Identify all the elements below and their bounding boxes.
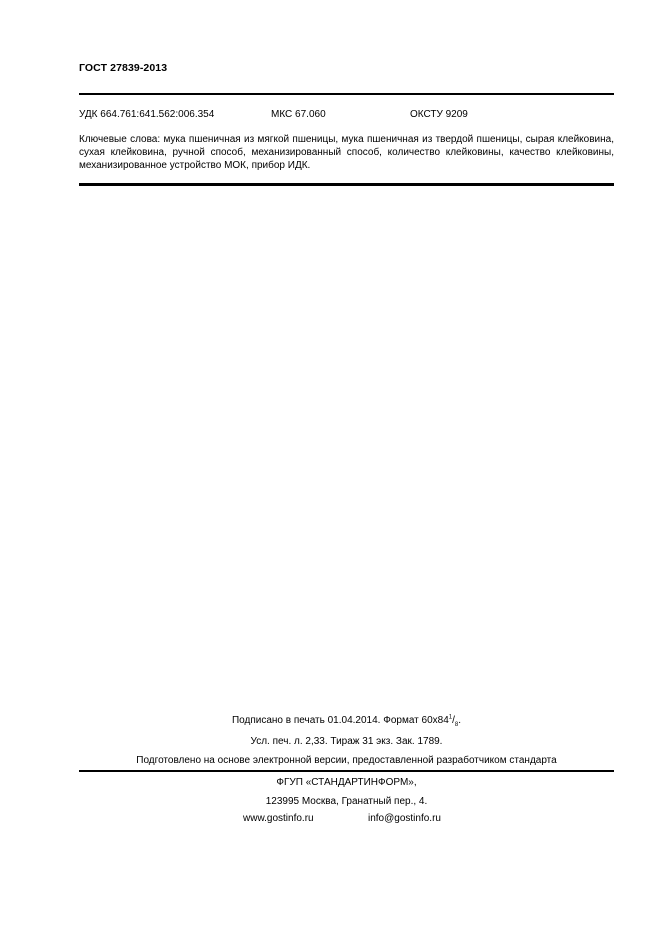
prepared-note: Подготовлено на основе электронной версии, предоставленной разработчиком стандарта: [136, 755, 557, 766]
publisher-contacts: [79, 813, 614, 827]
format-fraction: $^1/_8$: [448, 714, 459, 728]
keywords-divider: [79, 183, 614, 186]
keywords-text: Ключевые слова: мука пшеничная из мягкой пшеницы, мука пшеничная из твердой пшеницы, сырая клейковина, сухая клейковина, ручной способ, механизированный способ, количество клейковины, качество клейковины, механизированное устройство МОК, прибор ИДК.: [79, 134, 614, 171]
mks-code: МКС 67.060: [271, 109, 326, 120]
publisher-address: 123995 Москва, Гранатный пер., 4.: [265, 796, 428, 807]
standard-number: ГОСТ 27839-2013: [79, 62, 168, 74]
format-denominator: 8: [454, 722, 459, 728]
header-divider: [79, 93, 614, 95]
publisher-name: ФГУП «СТАНДАРТИНФОРМ»,: [276, 777, 417, 788]
signed-suffix: .: [458, 715, 462, 726]
website-link[interactable]: www.gostinfo.ru: [243, 813, 314, 824]
email-link[interactable]: info@gostinfo.ru: [368, 813, 441, 824]
print-info: Усл. печ. л. 2,33. Тираж 31 экз. Зак. 1789.: [250, 736, 443, 747]
udk-code: УДК 664.761:641.562:006.354: [79, 109, 215, 120]
okstu-code: ОКСТУ 9209: [410, 109, 468, 120]
classification-codes: [79, 109, 614, 123]
format-numerator: 1: [448, 714, 453, 721]
signed-to-print: [79, 714, 614, 727]
imprint-divider: [79, 770, 614, 772]
signed-text: Подписано в печать 01.04.2014. Формат 60x84: [231, 715, 449, 726]
